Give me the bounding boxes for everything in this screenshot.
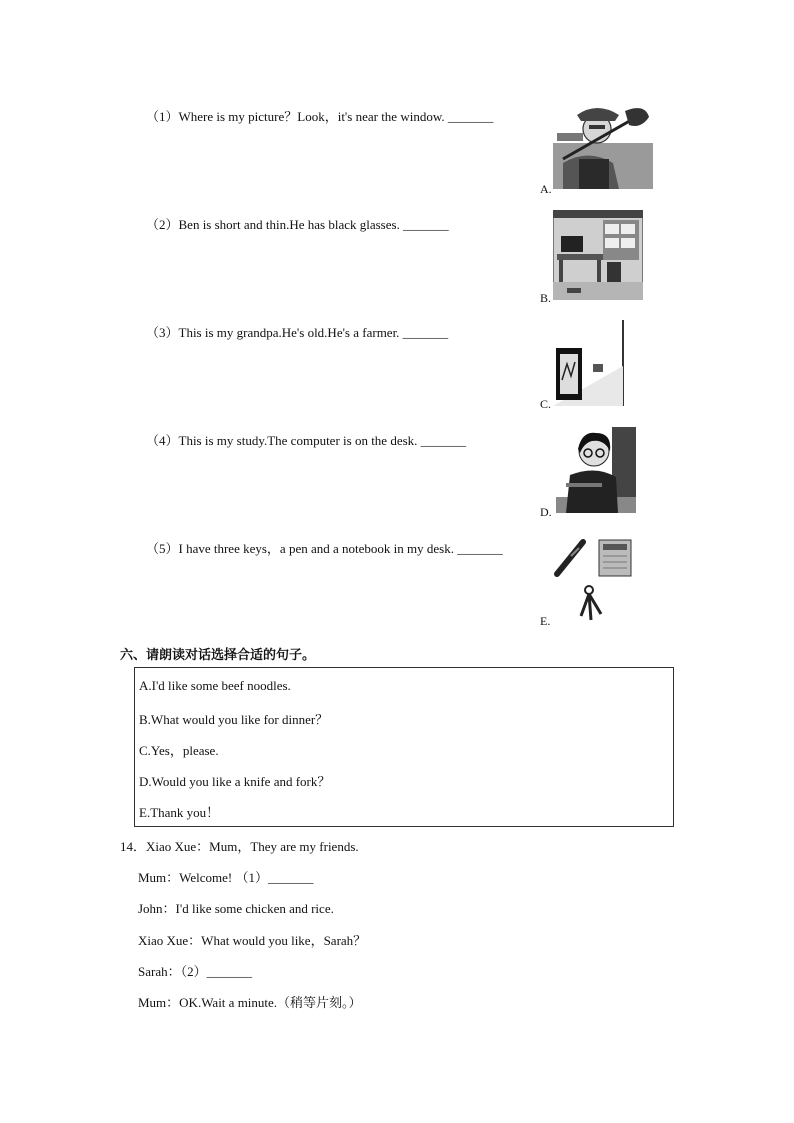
option-letter-e: E. xyxy=(540,614,551,628)
dialogue-line-6: Mum：OK.Wait a minute.（稍等片刻。） xyxy=(138,995,362,1010)
option-letter-d: D. xyxy=(540,505,552,519)
question-5: （5）I have three keys，a pen and a notebook in my desk. _______ xyxy=(146,541,503,556)
options-box xyxy=(134,667,674,827)
option-b: B.What would you like for dinner？ xyxy=(139,712,329,727)
question-3: （3）This is my grandpa.He's old.He's a farmer. _______ xyxy=(146,325,449,340)
section-title: 六、请朗读对话选择合适的句子。 xyxy=(120,648,316,663)
option-a: A.I'd like some beef noodles. xyxy=(139,678,291,693)
picture-c-window-picture xyxy=(553,320,627,406)
option-c: C.Yes，please. xyxy=(139,743,219,758)
dialogue-line-5: Sarah：（2）_______ xyxy=(138,964,253,979)
option-letter-b: B. xyxy=(540,291,552,305)
picture-d-boy-glasses xyxy=(556,427,636,513)
option-letter-c: C. xyxy=(540,397,552,411)
option-d: D.Would you like a knife and fork？ xyxy=(139,774,331,789)
dialogue-line-4: Xiao Xue：What would you like，Sarah？ xyxy=(138,933,367,948)
question-1: （1）Where is my picture？Look，it's near the window. _______ xyxy=(146,109,494,124)
picture-e-pen-notebook-keys xyxy=(553,536,637,624)
dialogue-line-3: John：I'd like some chicken and rice. xyxy=(138,901,334,916)
picture-a-farmer xyxy=(553,103,653,189)
question-2: （2）Ben is short and thin.He has black glasses. _______ xyxy=(146,217,449,232)
question-4: （4）This is my study.The computer is on the desk. _______ xyxy=(146,433,467,448)
option-e: E.Thank you！ xyxy=(139,805,220,820)
option-letter-a: A. xyxy=(540,182,552,196)
picture-b-study xyxy=(553,210,643,300)
dialogue-line-1: 14．Xiao Xue：Mum，They are my friends. xyxy=(120,839,359,854)
dialogue-line-2: Mum：Welcome! （1）_______ xyxy=(138,870,314,885)
